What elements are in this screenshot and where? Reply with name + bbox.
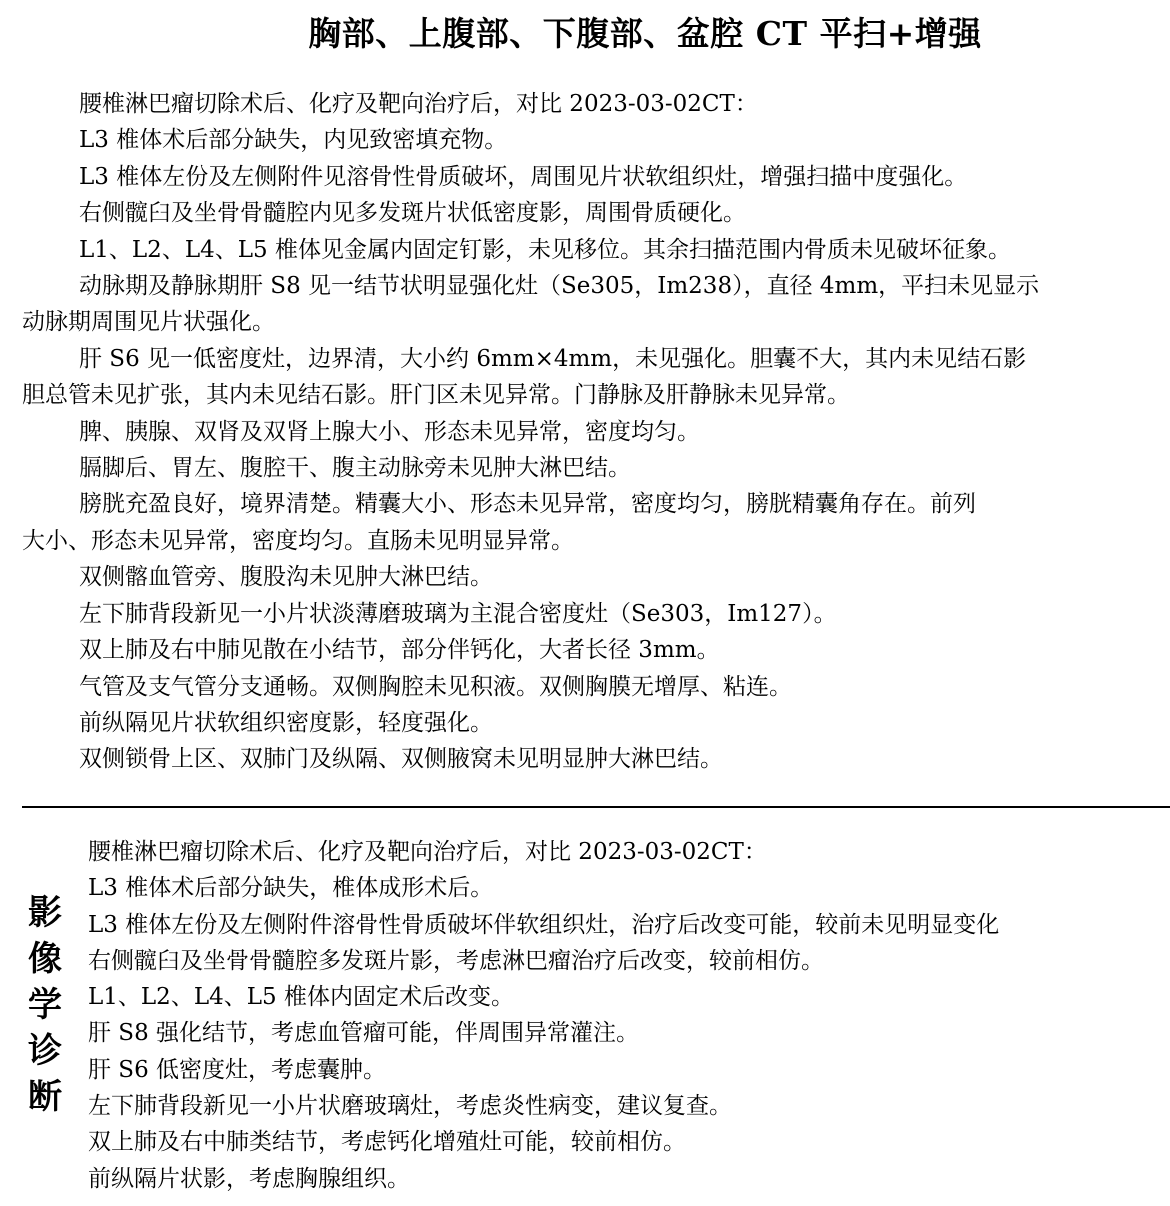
impression-line: 左下肺背段新见一小片状磨玻璃灶，考虑炎性病变，建议复查。 (88, 1093, 732, 1120)
findings-paragraph (22, 486, 1170, 559)
section-divider (22, 806, 1170, 808)
diagnosis-label-char: 影 (28, 893, 62, 933)
diagnosis-label-char: 诊 (28, 1031, 62, 1071)
finding-line: 肝 S6 见一低密度灶，边界清，大小约 6mm×4mm，未见强化。胆囊不大，其内未见结石影 (79, 345, 1027, 372)
finding-line: L1、L2、L4、L5 椎体见金属内固定钉影，未见移位。其余扫描范围内骨质未见破坏征象。 (79, 236, 1011, 263)
impression-line: 双上肺及右中肺类结节，考虑钙化增殖灶可能，较前相仿。 (88, 1129, 686, 1156)
findings-paragraph (22, 632, 1170, 668)
impression-line: L3 椎体术后部分缺失，椎体成形术后。 (88, 875, 494, 902)
findings-paragraph (22, 159, 1170, 195)
findings-paragraph (22, 268, 1170, 341)
diagnosis-label-char: 学 (28, 985, 62, 1025)
findings-paragraph (22, 414, 1170, 450)
finding-line: 膈脚后、胃左、腹腔干、腹主动脉旁未见肿大淋巴结。 (79, 455, 631, 482)
findings-paragraph (22, 232, 1170, 268)
finding-line: 膀胱充盈良好，境界清楚。精囊大小、形态未见异常，密度均匀，膀胱精囊角存在。前列 (79, 491, 976, 518)
findings-section (22, 86, 1170, 778)
finding-line: 动脉期及静脉期肝 S8 见一结节状明显强化灶（Se305，Im238），直径 4mm，平扫未见显示 (79, 273, 1040, 300)
finding-line-continued: 胆总管未见扩张，其内未见结石影。肝门区未见异常。门静脉及肝静脉未见异常。 (22, 382, 850, 409)
findings-paragraph (22, 559, 1170, 595)
findings-paragraph (22, 450, 1170, 486)
findings-paragraph (22, 741, 1170, 777)
findings-paragraph (22, 122, 1170, 158)
finding-line: 气管及支气管分支通畅。双侧胸腔未见积液。双侧胸膜无增厚、粘连。 (79, 673, 792, 700)
finding-line: 双上肺及右中肺见散在小结节，部分伴钙化，大者长径 3mm。 (79, 637, 720, 664)
findings-paragraph (22, 341, 1170, 414)
findings-paragraph (22, 669, 1170, 705)
findings-paragraph (22, 195, 1170, 231)
findings-paragraph (22, 86, 1170, 122)
finding-line: 双侧锁骨上区、双肺门及纵隔、双侧腋窝未见明显肿大淋巴结。 (79, 746, 723, 773)
impression-line: L3 椎体左份及左侧附件溶骨性骨质破坏伴软组织灶，治疗后改变可能，较前未见明显变化 (88, 911, 1000, 938)
diagnosis-label (28, 890, 68, 1120)
finding-line: L3 椎体左份及左侧附件见溶骨性骨质破坏，周围见片状软组织灶，增强扫描中度强化。 (79, 163, 968, 190)
finding-line: L3 椎体术后部分缺失，内见致密填充物。 (79, 127, 508, 154)
finding-line: 右侧髋臼及坐骨骨髓腔内见多发斑片状低密度影，周围骨质硬化。 (79, 200, 746, 227)
finding-line: 腰椎淋巴瘤切除术后、化疗及靶向治疗后，对比 2023-03-02CT： (79, 91, 758, 117)
impression-line: 肝 S8 强化结节，考虑血管瘤可能，伴周围异常灌注。 (88, 1020, 640, 1047)
diagnosis-label-char: 断 (28, 1077, 62, 1117)
impression-section (88, 834, 1170, 1197)
impression-line: 右侧髋臼及坐骨骨髓腔多发斑片影，考虑淋巴瘤治疗后改变，较前相仿。 (88, 947, 824, 974)
finding-line: 左下肺背段新见一小片状淡薄磨玻璃为主混合密度灶（Se303，Im127）。 (79, 600, 837, 627)
findings-paragraph (22, 596, 1170, 632)
finding-line-continued: 动脉期周围见片状强化。 (22, 309, 275, 336)
findings-paragraph (22, 705, 1170, 741)
finding-line: 脾、胰腺、双肾及双肾上腺大小、形态未见异常，密度均匀。 (79, 418, 700, 445)
report-title: 胸部、上腹部、下腹部、盆腔 CT 平扫+增强 (308, 14, 982, 53)
impression-line: 腰椎淋巴瘤切除术后、化疗及靶向治疗后，对比 2023-03-02CT： (88, 839, 767, 865)
finding-line: 双侧髂血管旁、腹股沟未见肿大淋巴结。 (79, 564, 493, 591)
finding-line: 前纵隔见片状软组织密度影，轻度强化。 (79, 709, 493, 736)
diagnosis-label-char: 像 (28, 939, 62, 979)
impression-line: L1、L2、L4、L5 椎体内固定术后改变。 (88, 984, 514, 1011)
impression-line: 前纵隔片状影，考虑胸腺组织。 (88, 1165, 410, 1192)
finding-line-continued: 大小、形态未见异常，密度均匀。直肠未见明显异常。 (22, 527, 574, 554)
impression-line: 肝 S6 低密度灶，考虑囊肿。 (88, 1056, 387, 1083)
